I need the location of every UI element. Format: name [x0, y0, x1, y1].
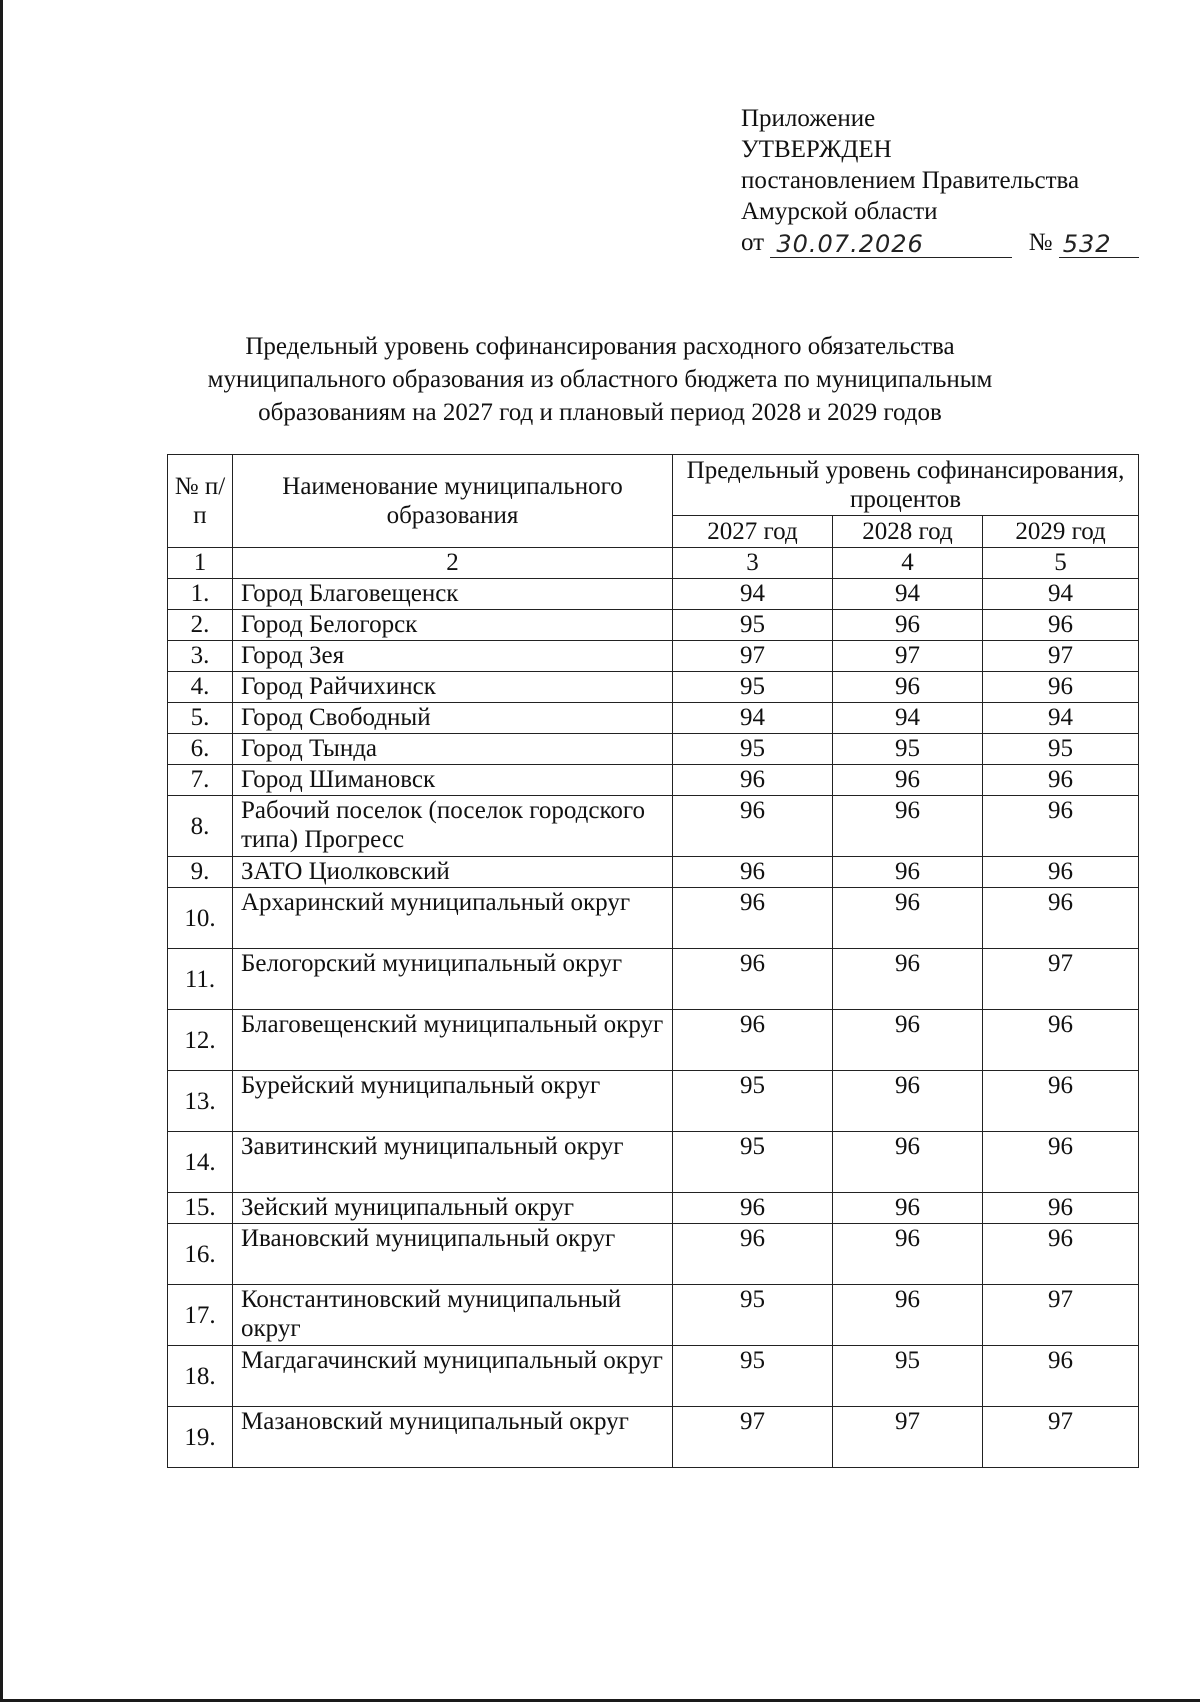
- table-row: [168, 641, 1139, 672]
- value-2029: 97: [983, 1407, 1139, 1468]
- municipality-name: Мазановский муниципальный округ: [233, 1407, 673, 1468]
- table-row: [168, 796, 1139, 857]
- column-numbers-row: [168, 548, 1139, 579]
- value-2028: 94: [833, 579, 983, 610]
- value-2029: 94: [983, 579, 1139, 610]
- table-row: [168, 703, 1139, 734]
- number-field: [1059, 231, 1139, 258]
- document-title: [160, 330, 1040, 429]
- column-number: 5: [983, 548, 1139, 579]
- table-row: [168, 1193, 1139, 1224]
- municipality-name: Бурейский муниципальный округ: [233, 1071, 673, 1132]
- value-2029: 94: [983, 703, 1139, 734]
- header-year-2027: 2027 год: [673, 516, 833, 548]
- header-num: № п/п: [168, 455, 233, 548]
- value-2029: 97: [983, 1285, 1139, 1346]
- municipality-name: Завитинский муниципальный округ: [233, 1132, 673, 1193]
- table-row: [168, 857, 1139, 888]
- approval-region: Амурской области: [741, 198, 938, 225]
- municipality-name: Зейский муниципальный округ: [233, 1193, 673, 1224]
- header-year-2029: 2029 год: [983, 516, 1139, 548]
- handwritten-date: 30.07.2026: [776, 230, 924, 258]
- value-2029: 96: [983, 672, 1139, 703]
- value-2027: 97: [673, 1407, 833, 1468]
- header-group: Предельный уровень софинансирования, процентов: [673, 455, 1139, 516]
- value-2029: 96: [983, 1132, 1139, 1193]
- table-row: [168, 949, 1139, 1010]
- value-2028: 96: [833, 1193, 983, 1224]
- row-number: 18.: [168, 1346, 233, 1407]
- row-number: 8.: [168, 796, 233, 857]
- table-row: [168, 1224, 1139, 1285]
- municipality-name: ЗАТО Циолковский: [233, 857, 673, 888]
- row-number: 1.: [168, 579, 233, 610]
- row-number: 11.: [168, 949, 233, 1010]
- value-2028: 96: [833, 1132, 983, 1193]
- value-2027: 94: [673, 703, 833, 734]
- value-2028: 96: [833, 672, 983, 703]
- row-number: 4.: [168, 672, 233, 703]
- value-2028: 97: [833, 641, 983, 672]
- municipality-name: Город Тында: [233, 734, 673, 765]
- table-row: [168, 888, 1139, 949]
- row-number: 3.: [168, 641, 233, 672]
- value-2027: 94: [673, 579, 833, 610]
- value-2029: 96: [983, 888, 1139, 949]
- row-number: 2.: [168, 610, 233, 641]
- row-number: 6.: [168, 734, 233, 765]
- value-2029: 96: [983, 1193, 1139, 1224]
- value-2027: 96: [673, 1224, 833, 1285]
- date-prefix: от: [741, 229, 765, 256]
- value-2029: 96: [983, 1010, 1139, 1071]
- column-number: 4: [833, 548, 983, 579]
- header-row-1: [168, 455, 1139, 516]
- value-2029: 96: [983, 1346, 1139, 1407]
- value-2027: 96: [673, 888, 833, 949]
- value-2027: 96: [673, 857, 833, 888]
- municipality-name: Рабочий поселок (поселок городского типа) Прогресс: [233, 796, 673, 857]
- municipality-name: Город Райчихинск: [233, 672, 673, 703]
- title-line-3: образованиям на 2027 год и плановый период 2028 и 2029 годов: [258, 399, 942, 426]
- value-2027: 96: [673, 796, 833, 857]
- value-2029: 96: [983, 796, 1139, 857]
- title-line-1: Предельный уровень софинансирования расходного обязательства: [245, 333, 955, 360]
- value-2029: 96: [983, 1224, 1139, 1285]
- value-2027: 96: [673, 1193, 833, 1224]
- table-row: [168, 610, 1139, 641]
- row-number: 9.: [168, 857, 233, 888]
- value-2027: 95: [673, 734, 833, 765]
- title-line-2: муниципального образования из областного бюджета по муниципальным: [207, 366, 993, 393]
- value-2027: 96: [673, 765, 833, 796]
- value-2028: 96: [833, 1224, 983, 1285]
- row-number: 13.: [168, 1071, 233, 1132]
- value-2027: 95: [673, 1346, 833, 1407]
- value-2028: 96: [833, 796, 983, 857]
- table-row: [168, 1346, 1139, 1407]
- approval-date-line: [741, 227, 1139, 258]
- table-row: [168, 1132, 1139, 1193]
- municipality-name: Город Шимановск: [233, 765, 673, 796]
- municipality-name: Благовещенский муниципальный округ: [233, 1010, 673, 1071]
- table-row: [168, 1071, 1139, 1132]
- value-2027: 95: [673, 610, 833, 641]
- value-2028: 96: [833, 1010, 983, 1071]
- municipality-name: Город Белогорск: [233, 610, 673, 641]
- number-prefix: №: [1028, 229, 1053, 256]
- value-2028: 96: [833, 610, 983, 641]
- row-number: 17.: [168, 1285, 233, 1346]
- value-2027: 95: [673, 1285, 833, 1346]
- value-2029: 97: [983, 949, 1139, 1010]
- approval-block: [741, 103, 1139, 258]
- value-2028: 96: [833, 888, 983, 949]
- approval-approved: УТВЕРЖДЕН: [741, 136, 892, 163]
- municipality-name: Ивановский муниципальный округ: [233, 1224, 673, 1285]
- row-number: 10.: [168, 888, 233, 949]
- value-2029: 96: [983, 1071, 1139, 1132]
- value-2029: 96: [983, 765, 1139, 796]
- value-2028: 94: [833, 703, 983, 734]
- row-number: 14.: [168, 1132, 233, 1193]
- row-number: 15.: [168, 1193, 233, 1224]
- table-row: [168, 1407, 1139, 1468]
- value-2027: 95: [673, 1071, 833, 1132]
- value-2028: 96: [833, 1285, 983, 1346]
- approval-appendix: Приложение: [741, 105, 876, 132]
- municipality-name: Белогорский муниципальный округ: [233, 949, 673, 1010]
- value-2028: 96: [833, 857, 983, 888]
- row-number: 7.: [168, 765, 233, 796]
- row-number: 5.: [168, 703, 233, 734]
- value-2029: 95: [983, 734, 1139, 765]
- value-2028: 97: [833, 1407, 983, 1468]
- value-2027: 96: [673, 949, 833, 1010]
- municipality-name: Константиновский муниципальный округ: [233, 1285, 673, 1346]
- value-2028: 96: [833, 765, 983, 796]
- table-row: [168, 1010, 1139, 1071]
- column-number: 3: [673, 548, 833, 579]
- cofinancing-table: [167, 454, 1139, 1468]
- municipality-name: Город Свободный: [233, 703, 673, 734]
- approval-resolution: постановлением Правительства: [741, 167, 1080, 194]
- municipality-name: Город Благовещенск: [233, 579, 673, 610]
- value-2028: 96: [833, 949, 983, 1010]
- value-2029: 96: [983, 857, 1139, 888]
- value-2029: 97: [983, 641, 1139, 672]
- value-2027: 95: [673, 1132, 833, 1193]
- table-body: [168, 548, 1139, 1468]
- municipality-name: Магдагачинский муниципальный округ: [233, 1346, 673, 1407]
- column-number: 1: [168, 548, 233, 579]
- row-number: 12.: [168, 1010, 233, 1071]
- value-2028: 96: [833, 1071, 983, 1132]
- scan-edge-left: [0, 0, 3, 1702]
- value-2028: 95: [833, 1346, 983, 1407]
- municipality-name: Город Зея: [233, 641, 673, 672]
- row-number: 16.: [168, 1224, 233, 1285]
- table-row: [168, 1285, 1139, 1346]
- value-2027: 97: [673, 641, 833, 672]
- value-2028: 95: [833, 734, 983, 765]
- handwritten-number: 532: [1062, 230, 1112, 258]
- header-name: Наименование муниципального образования: [233, 455, 673, 548]
- date-field: [770, 231, 1012, 258]
- value-2027: 96: [673, 1010, 833, 1071]
- municipality-name: Архаринский муниципальный округ: [233, 888, 673, 949]
- row-number: 19.: [168, 1407, 233, 1468]
- table-row: [168, 672, 1139, 703]
- value-2027: 95: [673, 672, 833, 703]
- value-2029: 96: [983, 610, 1139, 641]
- header-year-2028: 2028 год: [833, 516, 983, 548]
- table-row: [168, 765, 1139, 796]
- column-number: 2: [233, 548, 673, 579]
- table-row: [168, 579, 1139, 610]
- table-row: [168, 734, 1139, 765]
